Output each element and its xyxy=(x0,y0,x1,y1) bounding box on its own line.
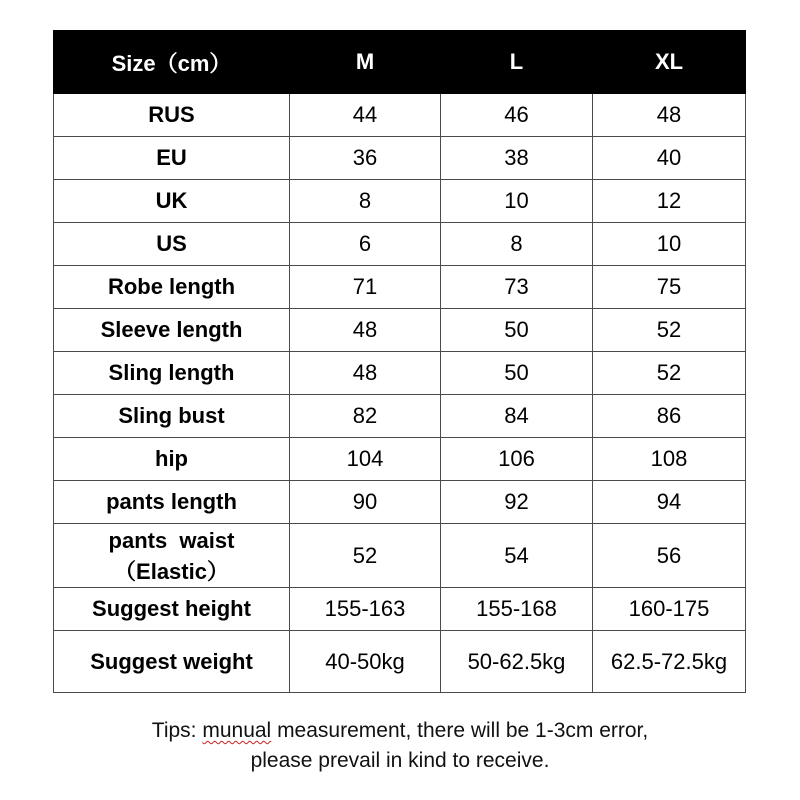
table-cell: 155-163 xyxy=(290,588,441,631)
table-row xyxy=(54,309,746,352)
table-cell: 12 xyxy=(593,180,746,223)
table-cell: 104 xyxy=(290,438,441,481)
table-cell: 92 xyxy=(441,481,593,524)
table-cell: 108 xyxy=(593,438,746,481)
row-label-pants-waist-line1: pants waist xyxy=(108,527,235,553)
row-label-pants-length: pants length xyxy=(54,481,290,524)
row-label-sleeve-length: Sleeve length xyxy=(54,309,290,352)
row-label-us: US xyxy=(54,223,290,266)
header-xl: XL xyxy=(593,31,746,94)
size-chart-header xyxy=(54,31,746,94)
table-cell: 73 xyxy=(441,266,593,309)
table-cell: 155-168 xyxy=(441,588,593,631)
row-label-robe-length: Robe length xyxy=(54,266,290,309)
table-cell: 8 xyxy=(441,223,593,266)
row-label-rus: RUS xyxy=(54,94,290,137)
row-label-pants-waist-line2: （Elastic） xyxy=(114,558,229,584)
table-cell: 82 xyxy=(290,395,441,438)
table-cell: 50 xyxy=(441,352,593,395)
row-label-sling-length: Sling length xyxy=(54,352,290,395)
table-cell: 75 xyxy=(593,266,746,309)
table-cell: 50 xyxy=(441,309,593,352)
header-l: L xyxy=(441,31,593,94)
table-cell: 56 xyxy=(593,524,746,588)
table-row xyxy=(54,588,746,631)
table-row xyxy=(54,266,746,309)
table-cell: 94 xyxy=(593,481,746,524)
tips-prefix: Tips: xyxy=(151,719,203,742)
table-cell: 44 xyxy=(290,94,441,137)
table-cell: 40-50kg xyxy=(290,631,441,693)
table-row xyxy=(54,524,746,588)
table-cell: 6 xyxy=(290,223,441,266)
table-row xyxy=(54,481,746,524)
table-cell: 10 xyxy=(441,180,593,223)
tips-line-1-rest: measurement, there will be 1-3cm error, xyxy=(271,719,649,742)
table-cell: 36 xyxy=(290,137,441,180)
header-size-cm: Size（cm） xyxy=(54,31,290,94)
row-label-suggest-weight: Suggest weight xyxy=(54,631,290,693)
table-cell: 52 xyxy=(593,352,746,395)
table-cell: 48 xyxy=(290,309,441,352)
table-row xyxy=(54,352,746,395)
table-row xyxy=(54,631,746,693)
tips-line-2: please prevail in kind to receive. xyxy=(250,749,550,772)
table-cell: 46 xyxy=(441,94,593,137)
table-row xyxy=(54,438,746,481)
table-cell: 40 xyxy=(593,137,746,180)
table-cell: 48 xyxy=(290,352,441,395)
size-chart-body xyxy=(54,94,746,693)
row-label-pants-waist xyxy=(54,524,290,588)
table-cell: 71 xyxy=(290,266,441,309)
tips-line-1 xyxy=(0,716,800,746)
size-chart-table xyxy=(53,30,746,693)
table-cell: 86 xyxy=(593,395,746,438)
table-cell: 52 xyxy=(290,524,441,588)
table-row xyxy=(54,180,746,223)
row-label-suggest-height: Suggest height xyxy=(54,588,290,631)
row-label-sling-bust: Sling bust xyxy=(54,395,290,438)
table-cell: 54 xyxy=(441,524,593,588)
table-cell: 50-62.5kg xyxy=(441,631,593,693)
table-cell: 52 xyxy=(593,309,746,352)
header-row xyxy=(54,31,746,94)
table-row xyxy=(54,94,746,137)
table-cell: 48 xyxy=(593,94,746,137)
table-cell: 90 xyxy=(290,481,441,524)
measurement-tips xyxy=(0,716,800,776)
table-cell: 8 xyxy=(290,180,441,223)
table-cell: 160-175 xyxy=(593,588,746,631)
table-cell: 62.5-72.5kg xyxy=(593,631,746,693)
row-label-eu: EU xyxy=(54,137,290,180)
table-cell: 84 xyxy=(441,395,593,438)
table-row xyxy=(54,137,746,180)
header-m: M xyxy=(290,31,441,94)
table-row xyxy=(54,223,746,266)
table-row xyxy=(54,395,746,438)
row-label-uk: UK xyxy=(54,180,290,223)
tips-misspelled-word: munual xyxy=(202,719,272,742)
row-label-hip: hip xyxy=(54,438,290,481)
table-cell: 10 xyxy=(593,223,746,266)
table-cell: 38 xyxy=(441,137,593,180)
table-cell: 106 xyxy=(441,438,593,481)
